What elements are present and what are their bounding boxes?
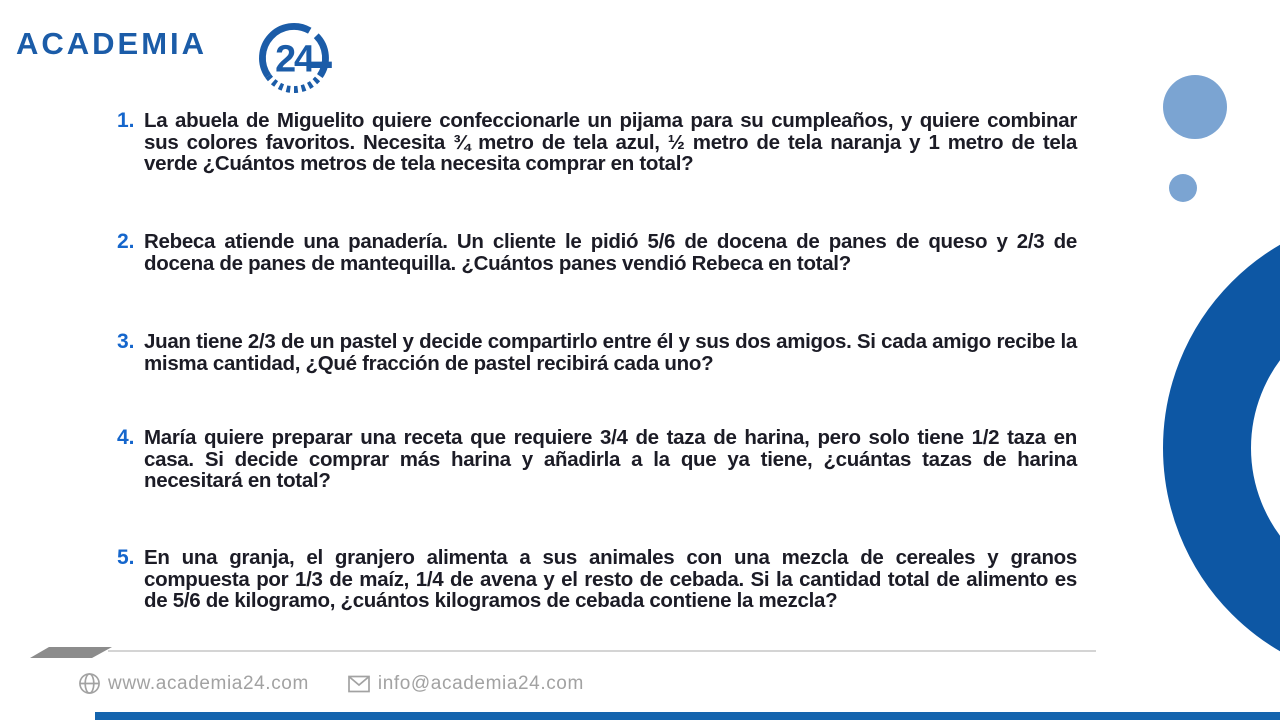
- email-link[interactable]: info@academia24.com: [377, 672, 584, 694]
- globe-icon: [78, 672, 101, 695]
- brand-name: ACADEMIA: [16, 26, 208, 61]
- problem-text: La abuela de Miguelito quiere confeccionarle un pijama para su cumpleaños, y quiere combinar sus colores favoritos. Necesita ¾ metro de tela azul, ½ metro de tela naranja y 1 metro de tela verde ¿Cuántos metros de tela necesita comprar en total?: [144, 109, 1077, 175]
- footer-contacts: [78, 672, 584, 695]
- bottom-accent-bar: [95, 712, 1280, 720]
- problem-text: Rebeca atiende una panadería. Un cliente le pidió 5/6 de docena de panes de queso y 2/3 de docena de panes de mantequilla. ¿Cuántos panes vendió Rebeca en total?: [144, 230, 1077, 275]
- problem-number: 5.: [117, 546, 135, 569]
- problem-number: 2.: [117, 230, 135, 253]
- website-item: [78, 672, 309, 695]
- website-link[interactable]: www.academia24.com: [108, 672, 309, 694]
- problem-number: 1.: [117, 109, 135, 132]
- email-item: [347, 673, 584, 695]
- problem-text: María quiere preparar una receta que requiere 3/4 de taza de harina, pero solo tiene 1/2 taza en casa. Si decide comprar más harina y añadirla a la que ya tiene, ¿cuántas tazas de harina necesitará en total?: [144, 426, 1077, 492]
- problem-text: Juan tiene 2/3 de un pastel y decide compartirlo entre él y sus dos amigos. Si cada amigo recibe la misma cantidad, ¿Qué fracción de pastel recibirá cada uno?: [144, 330, 1077, 375]
- envelope-icon: [347, 674, 371, 694]
- problem-number: 3.: [117, 330, 135, 353]
- problem-text: En una granja, el granjero alimenta a sus animales con una mezcla de cereales y granos compuesta por 1/3 de maíz, 1/4 de avena y el resto de cebada. Si la cantidad total de alimento es de 5/6 de kilogramo, ¿cuántos kilogramos de cebada contiene la mezcla?: [144, 546, 1077, 612]
- footer-divider-line: [108, 650, 1096, 652]
- badge-number: 24: [275, 38, 313, 81]
- problem-number: 4.: [117, 426, 135, 449]
